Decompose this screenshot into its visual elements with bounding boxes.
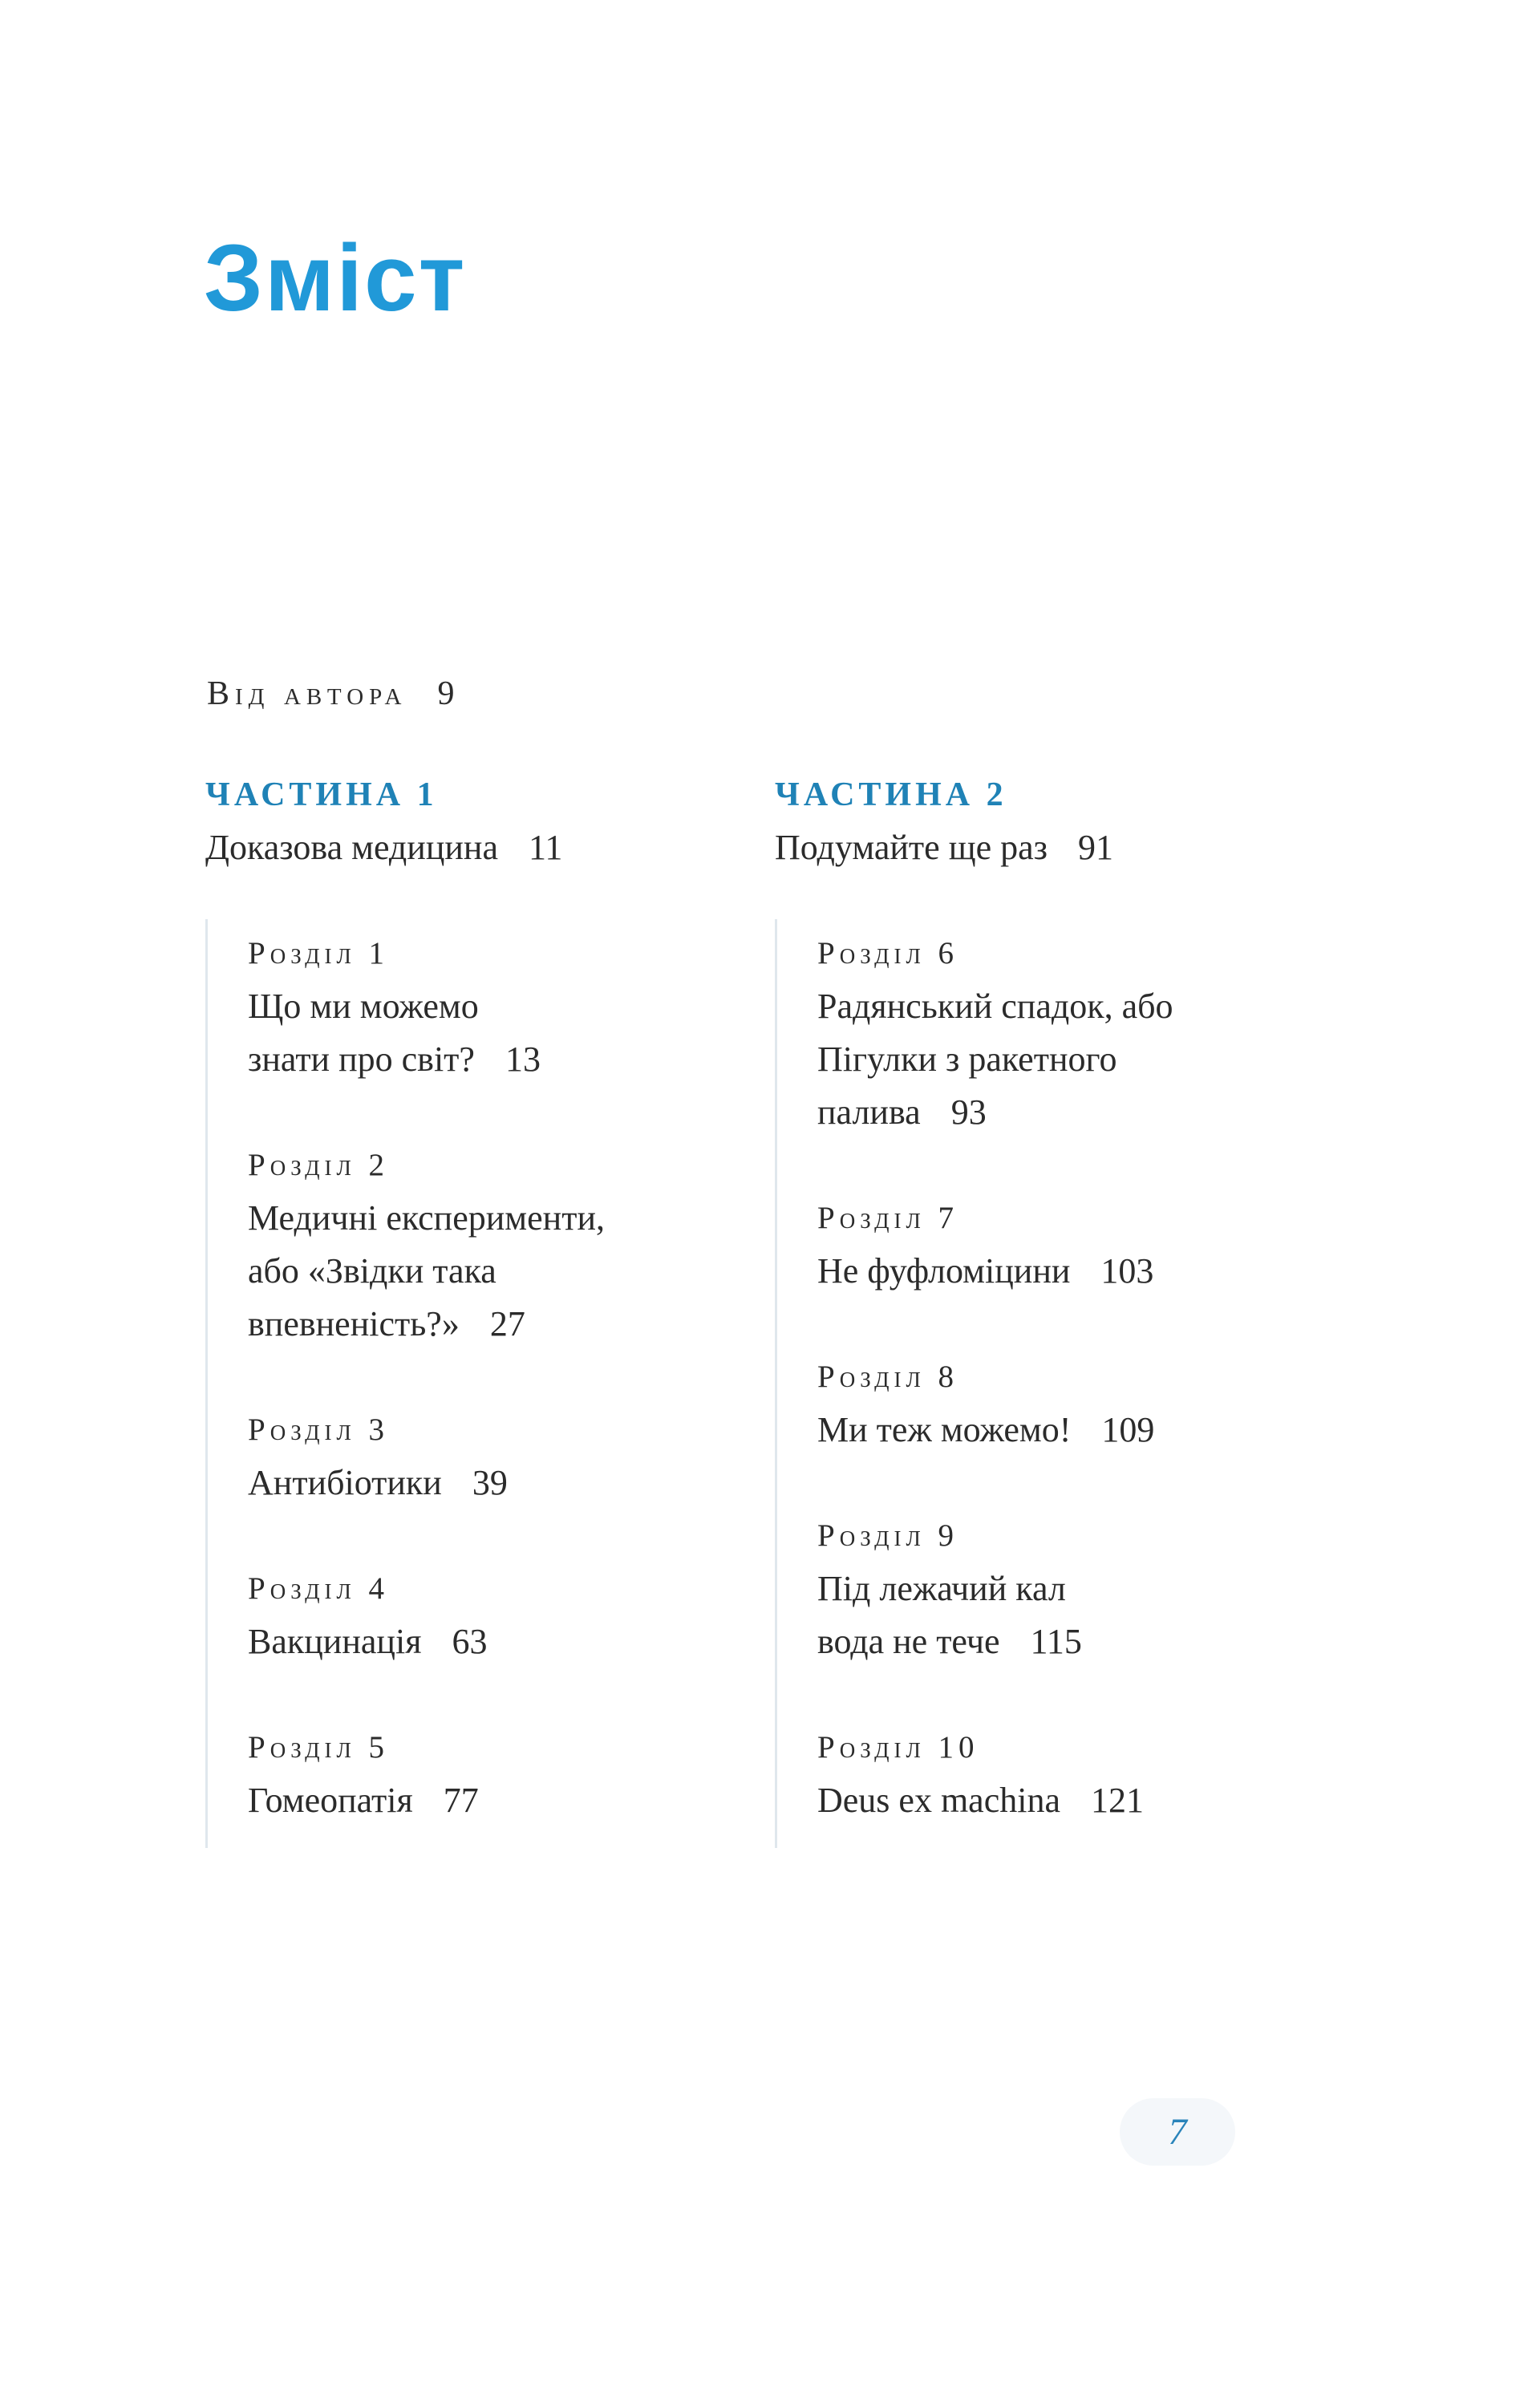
chapter-10-heading: Розділ 10	[817, 1730, 979, 1765]
chapter-9-title-text: вода не тече	[817, 1622, 1000, 1661]
chapter-3-page-number: 39	[472, 1463, 508, 1502]
chapter-9-page-number: 115	[1030, 1622, 1082, 1661]
chapter-1-title-text: знати про світ?	[248, 1039, 475, 1079]
chapter-10-title-line	[817, 1774, 1304, 1827]
chapter-1-entry	[248, 927, 735, 1086]
chapter-2-title-line: Медичні експерименти,	[248, 1198, 605, 1238]
chapter-8-page-number: 109	[1101, 1410, 1155, 1449]
chapter-2-heading: Розділ 2	[248, 1148, 390, 1182]
chapter-8-title-text: Ми теж можемо!	[817, 1410, 1072, 1449]
chapter-10-page-number: 121	[1091, 1781, 1144, 1820]
chapter-5-heading: Розділ 5	[248, 1730, 390, 1765]
chapter-8-title-line	[817, 1404, 1304, 1457]
chapter-6-entry	[817, 927, 1304, 1139]
chapter-6-heading: Розділ 6	[817, 936, 959, 971]
part-1-title: Доказова медицина	[205, 828, 498, 867]
folio-page-number: 7	[1168, 2111, 1187, 2153]
part-1-title-line	[205, 821, 735, 874]
chapter-10-title-text: Deus ex machina	[817, 1781, 1060, 1820]
chapter-5-entry	[248, 1721, 735, 1827]
chapter-2-title-line	[248, 1298, 735, 1351]
part-2-page-number: 91	[1078, 828, 1114, 867]
chapter-7-title-text: Не фуфломіцини	[817, 1251, 1071, 1291]
page-title: Зміст	[204, 225, 467, 331]
chapter-6-page-number: 93	[950, 1092, 987, 1132]
chapter-1-page-number: 13	[505, 1039, 541, 1079]
chapter-9-title-line: Під лежачий кал	[817, 1569, 1066, 1608]
chapter-1-title-line: Що ми можемо	[248, 987, 479, 1026]
chapter-2-title-line: або «Звідки така	[248, 1251, 496, 1291]
chapter-7-title-line	[817, 1245, 1304, 1298]
chapter-3-title-line	[248, 1457, 735, 1510]
chapter-9-entry	[817, 1510, 1304, 1668]
chapter-2-entry	[248, 1139, 735, 1351]
chapter-5-title-text: Гомеопатія	[248, 1781, 413, 1820]
chapter-4-title-line	[248, 1615, 735, 1668]
part-1-header: ЧАСТИНА 1	[205, 776, 438, 813]
chapter-5-title-line	[248, 1774, 735, 1827]
chapter-6-title-line: Пігулки з ракетного	[817, 1039, 1117, 1079]
chapter-8-entry	[817, 1351, 1304, 1457]
chapter-8-heading: Розділ 8	[817, 1360, 959, 1394]
part-2-header: ЧАСТИНА 2	[775, 776, 1007, 813]
front-matter-entry	[207, 667, 455, 720]
part-2-column	[775, 768, 1304, 1848]
chapter-10-entry	[817, 1721, 1304, 1827]
chapter-4-title-text: Вакцинація	[248, 1622, 422, 1661]
part-1-page-number: 11	[529, 828, 563, 867]
chapter-6-title-text: палива	[817, 1092, 921, 1132]
chapter-7-heading: Розділ 7	[817, 1201, 959, 1235]
folio-pill	[1120, 2098, 1235, 2166]
part-2-title: Подумайте ще раз	[775, 828, 1048, 867]
part-1-column	[205, 768, 735, 1848]
chapter-3-heading: Розділ 3	[248, 1412, 390, 1447]
chapter-4-page-number: 63	[452, 1622, 488, 1661]
chapter-9-title-line	[817, 1615, 1304, 1668]
chapter-1-heading: Розділ 1	[248, 936, 390, 971]
chapter-1-title-line	[248, 1033, 735, 1086]
chapter-4-entry	[248, 1562, 735, 1668]
chapter-3-entry	[248, 1404, 735, 1510]
chapter-9-heading: Розділ 9	[817, 1518, 959, 1553]
chapter-5-page-number: 77	[443, 1781, 479, 1820]
chapter-7-entry	[817, 1192, 1304, 1298]
chapter-2-page-number: 27	[489, 1304, 525, 1343]
chapter-4-heading: Розділ 4	[248, 1571, 390, 1606]
part-2-title-line	[775, 821, 1304, 874]
front-matter-page-number: 9	[437, 675, 455, 712]
part-2-chapter-list	[775, 919, 1304, 1848]
chapter-3-title-text: Антибіотики	[248, 1463, 442, 1502]
front-matter-label: Від автора	[207, 675, 407, 712]
chapter-7-page-number: 103	[1100, 1251, 1154, 1291]
chapter-2-title-text: впевненість?»	[248, 1304, 460, 1343]
chapter-6-title-line	[817, 1086, 1304, 1139]
chapter-6-title-line: Радянський спадок, або	[817, 987, 1173, 1026]
part-1-chapter-list	[205, 919, 735, 1848]
